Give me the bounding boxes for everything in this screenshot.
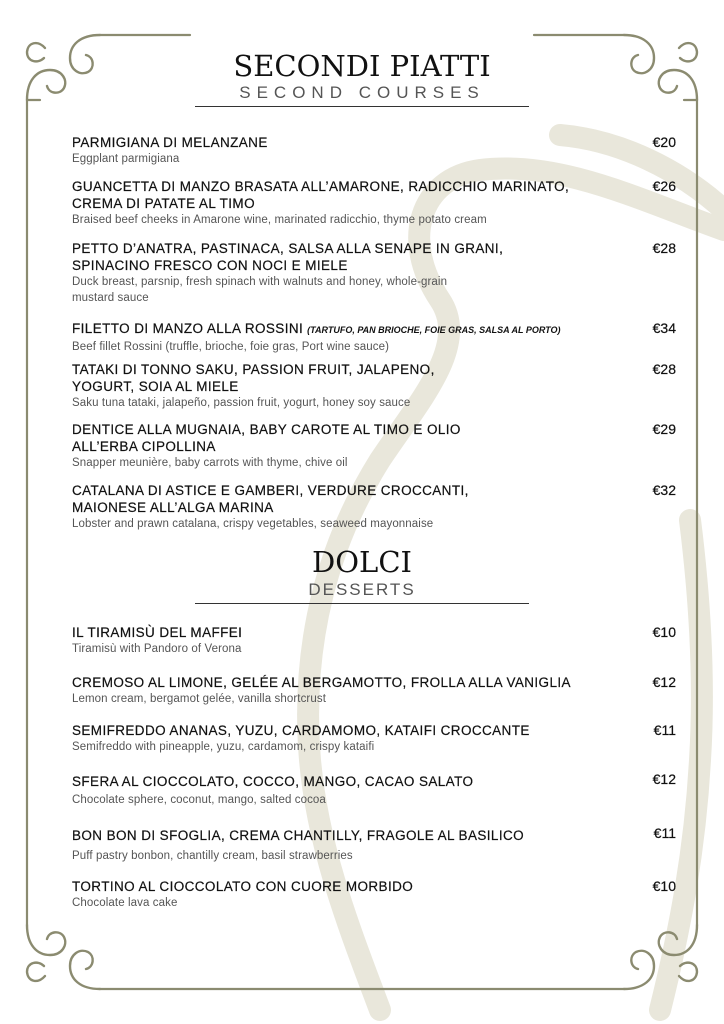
menu-item (72, 178, 617, 228)
item-name: PETTO D’ANATRA, PASTINACA, SALSA ALLA SENAPE IN GRANI, SPINACINO FRESCO CON NOCI E MIELE (72, 241, 504, 273)
item-name: IL TIRAMISÙ DEL MAFFEI (72, 625, 243, 640)
item-price: €11 (653, 825, 676, 841)
item-name: GUANCETTA DI MANZO BRASATA ALL’AMARONE, RADICCHIO MARINATO, CREMA DI PATATE AL TIMO (72, 179, 570, 211)
item-price: €32 (652, 482, 676, 498)
item-description: Tiramisù with Pandoro of Verona (72, 643, 242, 655)
item-price: €28 (652, 240, 676, 256)
menu-item (72, 320, 652, 355)
item-description: Puff pastry bonbon, chantilly cream, basil strawberries (72, 850, 353, 862)
item-name: CREMOSO AL LIMONE, GELÉE AL BERGAMOTTO, FROLLA ALLA VANIGLIA (72, 675, 571, 690)
menu-item (72, 624, 652, 657)
item-price: €10 (652, 878, 676, 894)
item-price: €26 (652, 178, 676, 194)
menu-item (72, 722, 652, 755)
item-price: €12 (652, 674, 676, 690)
item-name: CATALANA DI ASTICE E GAMBERI, VERDURE CROCCANTI, MAIONESE ALL’ALGA MARINA (72, 483, 469, 515)
item-note: (TARTUFO, PAN BRIOCHE, FOIE GRAS, SALSA AL PORTO) (307, 325, 561, 335)
item-price: €29 (652, 421, 676, 437)
item-name (72, 320, 652, 339)
menu-item (72, 134, 652, 167)
item-description: Braised beef cheeks in Amarone wine, marinated radicchio, thyme potato cream (72, 214, 487, 226)
section-title-second-courses: SECONDI PIATTI (233, 49, 491, 83)
item-description: Lemon cream, bergamot gelée, vanilla shortcrust (72, 693, 326, 705)
item-price: €11 (653, 722, 676, 738)
item-description: Saku tuna tataki, jalapeño, passion fruit, yogurt, honey soy sauce (72, 397, 411, 409)
menu-item (72, 827, 652, 864)
menu-item (72, 878, 652, 911)
corner-ornament-bottom-left (27, 925, 100, 989)
item-name: TORTINO AL CIOCCOLATO CON CUORE MORBIDO (72, 879, 414, 894)
item-description: Duck breast, parsnip, fresh spinach with walnuts and honey, whole-grain mustard sauce (72, 276, 448, 304)
item-description: Semifreddo with pineapple, yuzu, cardamom, crispy kataifi (72, 741, 375, 753)
section-subtitle-desserts: DESSERTS (308, 580, 416, 599)
item-description: Chocolate sphere, coconut, mango, salted cocoa (72, 794, 326, 806)
menu-item (72, 421, 462, 471)
item-name-text: FILETTO DI MANZO ALLA ROSSINI (72, 321, 304, 336)
item-description: Snapper meunière, baby carrots with thyme, chive oil (72, 457, 348, 469)
item-price: €20 (652, 134, 676, 150)
item-description: Lobster and prawn catalana, crispy vegetables, seaweed mayonnaise (72, 518, 434, 530)
item-name: PARMIGIANA DI MELANZANE (72, 135, 268, 150)
menu-item (72, 361, 472, 411)
item-price: €10 (652, 624, 676, 640)
item-description: Beef fillet Rossini (truffle, brioche, foie gras, Port wine sauce) (72, 341, 390, 353)
section-title-desserts: DOLCI (312, 545, 412, 579)
item-name: DENTICE ALLA MUGNAIA, BABY CAROTE AL TIMO E OLIO ALL’ERBA CIPOLLINA (72, 422, 461, 454)
item-price: €12 (652, 771, 676, 787)
section-subtitle-second-courses: SECOND COURSES (239, 83, 485, 102)
item-name: TATAKI DI TONNO SAKU, PASSION FRUIT, JALAPENO, YOGURT, SOIA AL MIELE (72, 362, 435, 394)
item-name: SFERA AL CIOCCOLATO, COCCO, MANGO, CACAO SALATO (72, 774, 474, 789)
section-divider (195, 106, 529, 107)
menu-item (72, 482, 502, 532)
item-description: Chocolate lava cake (72, 897, 178, 909)
section-divider (195, 603, 529, 604)
item-description: Eggplant parmigiana (72, 153, 180, 165)
menu-item (72, 674, 652, 707)
item-price: €34 (652, 320, 676, 336)
item-name: SEMIFREDDO ANANAS, YUZU, CARDAMOMO, KATAIFI CROCCANTE (72, 723, 530, 738)
item-name: BON BON DI SFOGLIA, CREMA CHANTILLY, FRAGOLE AL BASILICO (72, 828, 525, 843)
menu-item (72, 240, 542, 306)
menu-item (72, 773, 652, 808)
item-price: €28 (652, 361, 676, 377)
